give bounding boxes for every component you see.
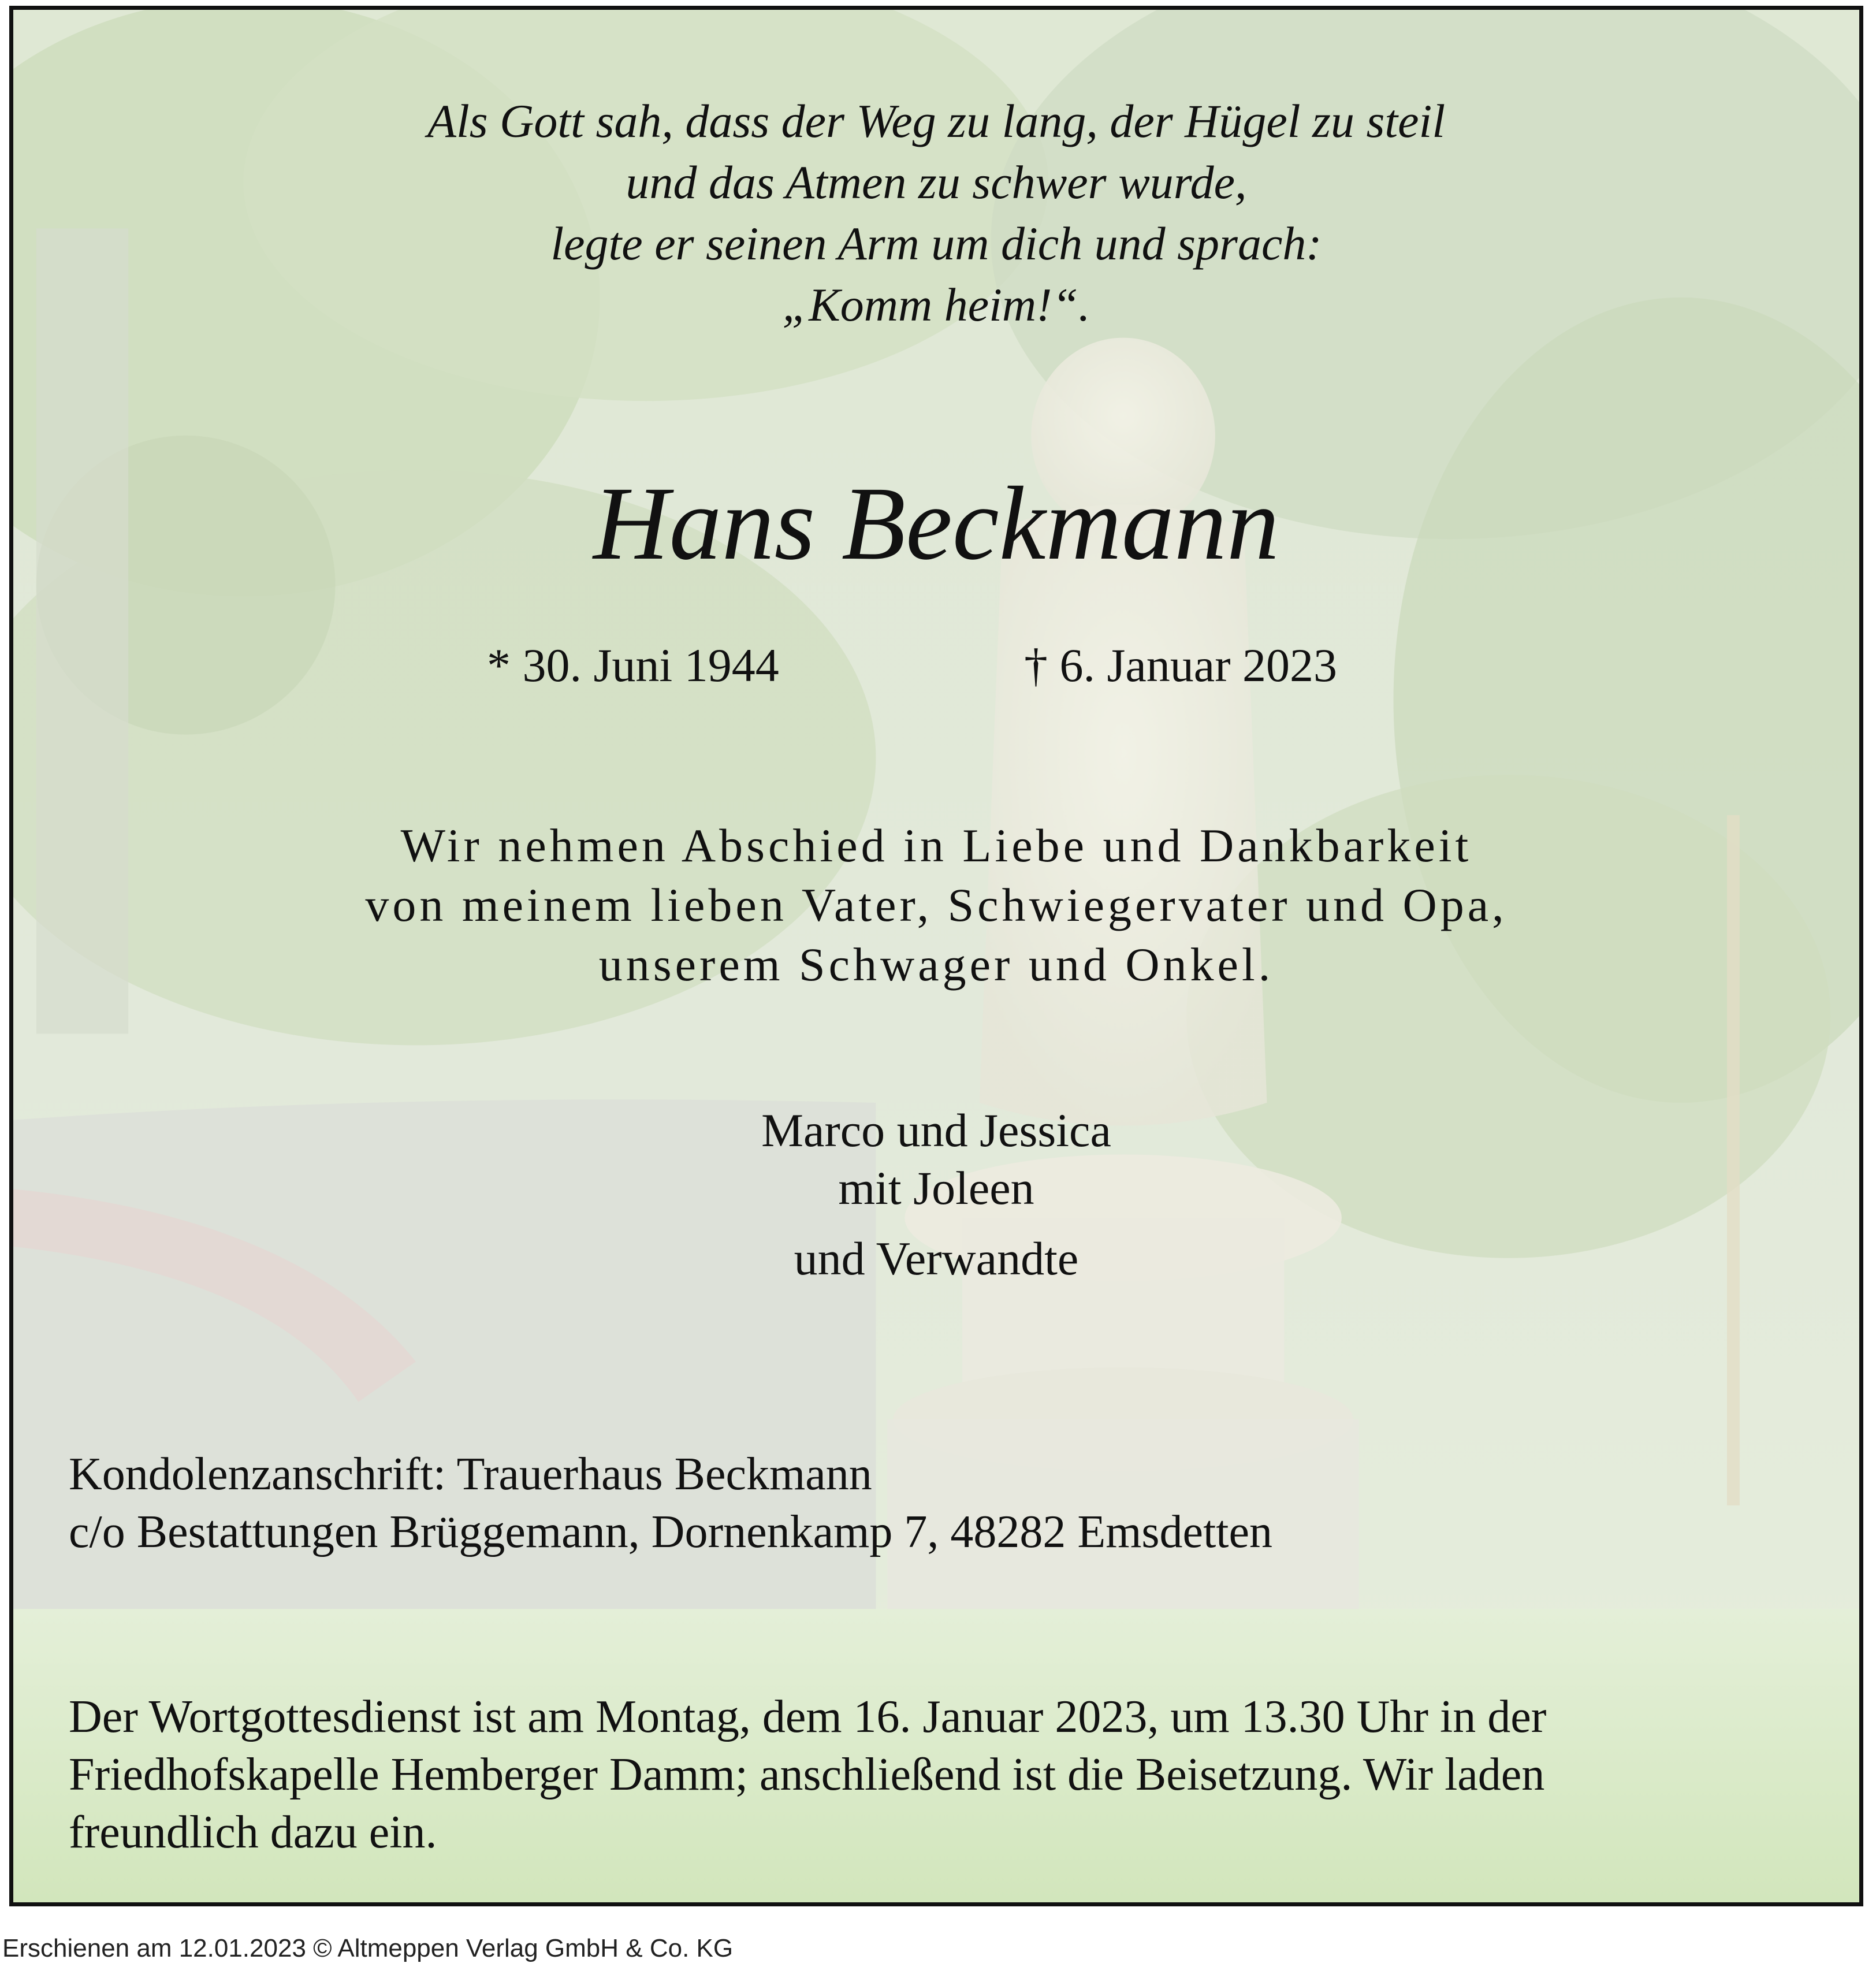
service-information [69, 1688, 1836, 1861]
address-line: Kondolenzanschrift: Trauerhaus Beckmann [69, 1449, 872, 1500]
service-line: Der Wortgottesdienst ist am Montag, dem 16. Januar 2023, um 13.30 Uhr in der [69, 1691, 1547, 1742]
poem-line: Als Gott sah, dass der Weg zu lang, der Hügel zu steil [427, 95, 1446, 147]
deceased-name: Hans Beckmann [593, 466, 1279, 582]
relatives-line: und Verwandte [794, 1232, 1079, 1285]
poem-line: „Komm heim!“. [782, 278, 1090, 331]
memorial-poem [13, 91, 1859, 336]
publication-footer: Erschienen am 12.01.2023 © Altmeppen Verlag GmbH & Co. KG [2, 1934, 734, 1962]
service-line: freundlich dazu ein. [69, 1807, 437, 1858]
farewell-line: von meinem lieben Vater, Schwiegervater und Opa, [365, 879, 1508, 931]
poem-line: und das Atmen zu schwer wurde, [626, 156, 1247, 209]
farewell-line: unserem Schwager und Onkel. [598, 938, 1274, 991]
farewell-message [13, 816, 1859, 994]
birth-date: * 30. Juni 1944 [487, 639, 779, 691]
service-line: Friedhofskapelle Hemberger Damm; anschließend ist die Beisetzung. Wir laden [69, 1749, 1545, 1800]
obituary-notice [9, 6, 1863, 1906]
condolence-address [69, 1445, 1272, 1561]
poem-line: legte er seinen Arm um dich und sprach: [550, 217, 1322, 270]
mourners-line: Marco und Jessica [761, 1104, 1111, 1157]
address-line: c/o Bestattungen Brüggemann, Dornenkamp 7, 48282 Emsdetten [69, 1507, 1273, 1557]
death-date: † 6. Januar 2023 [1024, 639, 1338, 691]
farewell-line: Wir nehmen Abschied in Liebe und Dankbarkeit [400, 819, 1472, 872]
notice-text [13, 10, 1859, 1902]
mourners-line: mit Joleen [838, 1162, 1034, 1214]
mourners-list [13, 1102, 1859, 1288]
